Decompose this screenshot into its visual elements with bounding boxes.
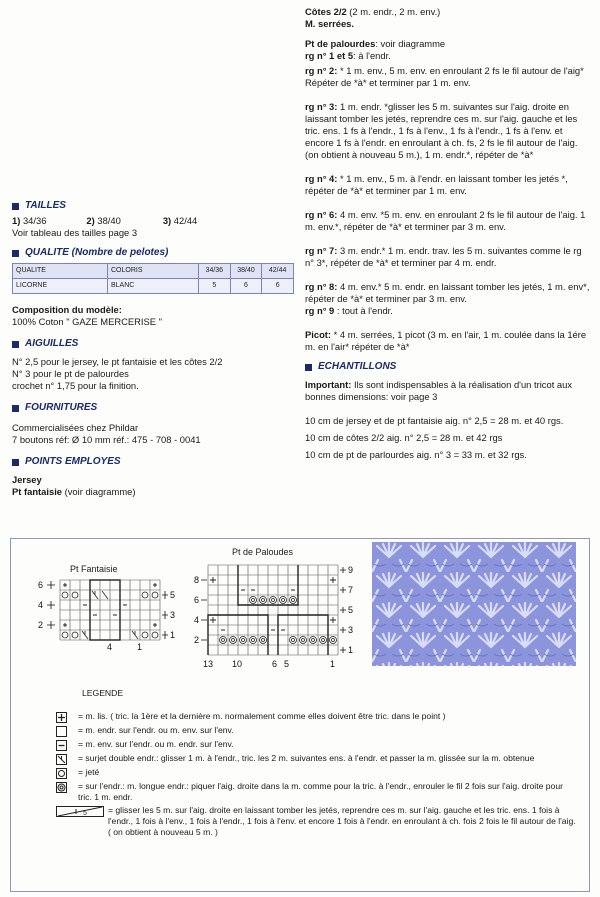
fantaisie-col-label: 4 [107, 642, 113, 650]
points-text: Jersey Pt fantaisie (voir diagramme) [12, 474, 136, 497]
composition: Composition du modèle: 100% Coton " GAZE MERCERISE " [12, 304, 162, 327]
fournitures-text: Commercialisées chez Phildar 7 boutons réf: Ø 10 mm réf.: 475 - 708 - 0041 [12, 422, 201, 445]
palourdes-intro: Pt de palourdes: voir diagramme rg n° 1 et 5: à l'endr. [305, 38, 446, 61]
palourdes-col-label: 5 [284, 659, 290, 669]
tailles-note: Voir tableau des tailles page 3 [12, 227, 138, 238]
fantaisie-col-label: 1 [137, 642, 143, 650]
cotes-paragraph: Côtes 2/2 (2 m. endr., 2 m. env.) M. serrées. [305, 6, 441, 29]
palourdes-col-label: 13 [203, 659, 214, 669]
palourdes-row-label: 7 [348, 585, 354, 595]
palourdes-row-label: 1 [348, 645, 354, 655]
fantaisie-row-label: 2 [38, 620, 44, 630]
square-bullet-icon [12, 250, 19, 257]
sizes-list [12, 215, 294, 227]
fantaisie-title: Pt Fantaisie [70, 564, 118, 574]
echantillon-3: 10 cm de pt de parlourdes aig. n° 3 = 33 m. et 32 rgs. [305, 449, 527, 460]
square-bullet-icon [12, 459, 19, 466]
empty-square-icon [56, 725, 78, 737]
aiguilles-text: N° 2,5 pour le jersey, le pt fantaisie et les côtes 2/2 N° 3 pour le pt de palourdes crochet n° 1,75 pour la finition. [12, 356, 223, 391]
legend-item: = sur l'endr.: m. longue endr.: piquer l'aig. droite dans la m. comme pour la tric. à l'endr., enrouler le fil 2 fois sur l'aig. droite pour tric. 1 m. endr. [56, 781, 576, 803]
points-heading: POINTS EMPLOYES [12, 456, 294, 468]
fantaisie-row-label: 1 [170, 630, 176, 640]
tailles-heading: TAILLES [12, 200, 294, 212]
palourdes-row-label: 2 [194, 635, 200, 645]
legend-title: LEGENDE [82, 688, 124, 698]
table-header-row: QUALITE COLORIS 34/36 38/40 42/44 [13, 264, 294, 279]
row-7: rg n° 7: 3 m. endr.* 1 m. endr. trav. les 5 m. suivantes comme le rg n° 3*, répéter de *à* et terminer par 4 m. endr. [305, 245, 582, 268]
square-bullet-icon [12, 203, 19, 210]
row-3: rg n° 3: 1 m. endr. *glisser les 5 m. suivantes sur l'aig. droite en laissant tomber les jetés, reprendre ces m. sur l'aig. gauche et les tric. ens. 1 fs à l'endr., 1 fs à l'env., 1 fs à l'endr., 1 fs à l'env. et encore 1 fs à l'endr. en enroulant à ch. fs, 2 fs le fil autour de l'aig. (on obtient à nouveau 5 m.), 1 m. endr.*, répéter de *à* [305, 101, 578, 160]
fantaisie-row-label: 3 [170, 610, 176, 620]
palourdes-col-label: 10 [232, 659, 243, 669]
row-2: rg n° 2: * 1 m. env., 5 m. env. en enroulant 2 fs le fil autour de l'aig* Répéter de *à* et terminer par 1 m. env. [305, 65, 584, 88]
fantaisie-row-label: 4 [38, 600, 44, 610]
echantillon-1: 10 cm de jersey et de pt fantaisie aig. n° 2,5 = 28 m. et 40 rgs. [305, 415, 564, 426]
palourdes-row-label: 6 [194, 595, 200, 605]
palourdes-row-label: 4 [194, 615, 200, 625]
palourdes-row-label: 5 [348, 605, 354, 615]
dash-square-icon [56, 739, 78, 751]
yarn-over-icon [56, 767, 78, 779]
palourdes-row-label: 9 [348, 565, 354, 575]
row-4: rg n° 4: * 1 m. env., 5 m. à l'endr. en laissant tomber les jetés *, répéter de *à* et terminer par 1 m. env. [305, 173, 568, 196]
double-decrease-icon [56, 753, 78, 765]
palourdes-col-label: 1 [330, 659, 336, 669]
echantillon-2: 10 cm de côtes 2/2 aig. n° 2,5 = 28 m. et 42 rgs [305, 432, 503, 443]
palourdes-chart [190, 560, 365, 672]
cluster-five-icon [56, 805, 108, 817]
row-6: rg n° 6: 4 m. env. *5 m. env. en enroulant 2 fs le fil autour de l'aig. 1 m. env.*, répéter de *à* et terminer par 3 m. env. [305, 209, 586, 232]
picot-paragraph: Picot: * 4 m. serrées, 1 picot (3 m. en l'air, 1 m. coulée dans la 1ére m. en l'air* répéter de *à* [305, 329, 587, 352]
svg-text:5: 5 [83, 810, 87, 817]
swatch-photo [372, 542, 576, 666]
echantillons-heading: ECHANTILLONS [305, 361, 590, 373]
long-stitch-icon [56, 781, 78, 793]
palourdes-title: Pt de Paloudes [232, 547, 294, 557]
square-bullet-icon [305, 364, 312, 371]
size-item: 3) 42/44 [162, 215, 198, 226]
mserrees-line: M. serrées. [305, 18, 354, 29]
square-bullet-icon [12, 341, 19, 348]
qualite-heading: QUALITE (Nombre de pelotes) [12, 247, 294, 259]
fantaisie-row-label: 6 [38, 580, 44, 590]
plus-square-icon [56, 711, 78, 723]
right-column [305, 6, 590, 466]
palourdes-row-label: 3 [348, 625, 354, 635]
fantaisie-chart [30, 575, 180, 650]
fournitures-heading: FOURNITURES [12, 402, 294, 414]
row-8-9: rg n° 8: 4 m. env.* 5 m. endr. en laissant tomber les jetés, 1 m. env*, répéter de *à* et terminer par 3 m. env. rg n° 9 : tout à l'endr. [305, 281, 590, 316]
legend-item: = surjet double endr.: glisser 1 m. à l'endr., tric. les 2 m. suivantes ens. à l'endr. et passer la m. glissée sur la m. obtenue [56, 753, 576, 765]
size-item: 1) 34/36 [12, 215, 47, 226]
important-paragraph: Important: Ils sont indispensables à la réalisation d'un tricot aux bonnes dimensions: voir page 3 [305, 379, 573, 402]
square-bullet-icon [12, 405, 19, 412]
legend-item: = m. lis. ( tric. la 1ère et la dernière m. normalement comme elles doivent être tric. dans le point ) [56, 711, 576, 723]
palourdes-col-label: 6 [272, 659, 278, 669]
legend [56, 688, 576, 840]
fantaisie-row-label: 5 [170, 590, 176, 600]
legend-item: 5 = glisser les 5 m. sur l'aig. droite en laissant tomber les jetés, reprendre ces m. sur l'aig. gauche et les tric. ens. 1 fois à l'endr., 1 fois à l'env., 1 fois à l'endr., 1 fois à l'env. et encore 1 fois à l'endr. en enroulant à ch. fois 2 fois le fil autour de l'aig. ( on obtient à nouveau 5 m. ) [56, 805, 576, 838]
palourdes-row-label: 8 [194, 575, 200, 585]
legend-item: = m. env. sur l'endr. ou m. endr. sur l'env. [56, 739, 576, 751]
aiguilles-heading: AIGUILLES [12, 338, 294, 350]
left-column [12, 200, 294, 503]
table-row: LICORNE BLANC 5 6 6 [13, 279, 294, 294]
size-item: 2) 38/40 [86, 215, 121, 226]
legend-item: = m. endr. sur l'endr. ou m. env. sur l'env. [56, 725, 576, 737]
legend-item: = jeté [56, 767, 576, 779]
qualite-table [12, 263, 294, 294]
